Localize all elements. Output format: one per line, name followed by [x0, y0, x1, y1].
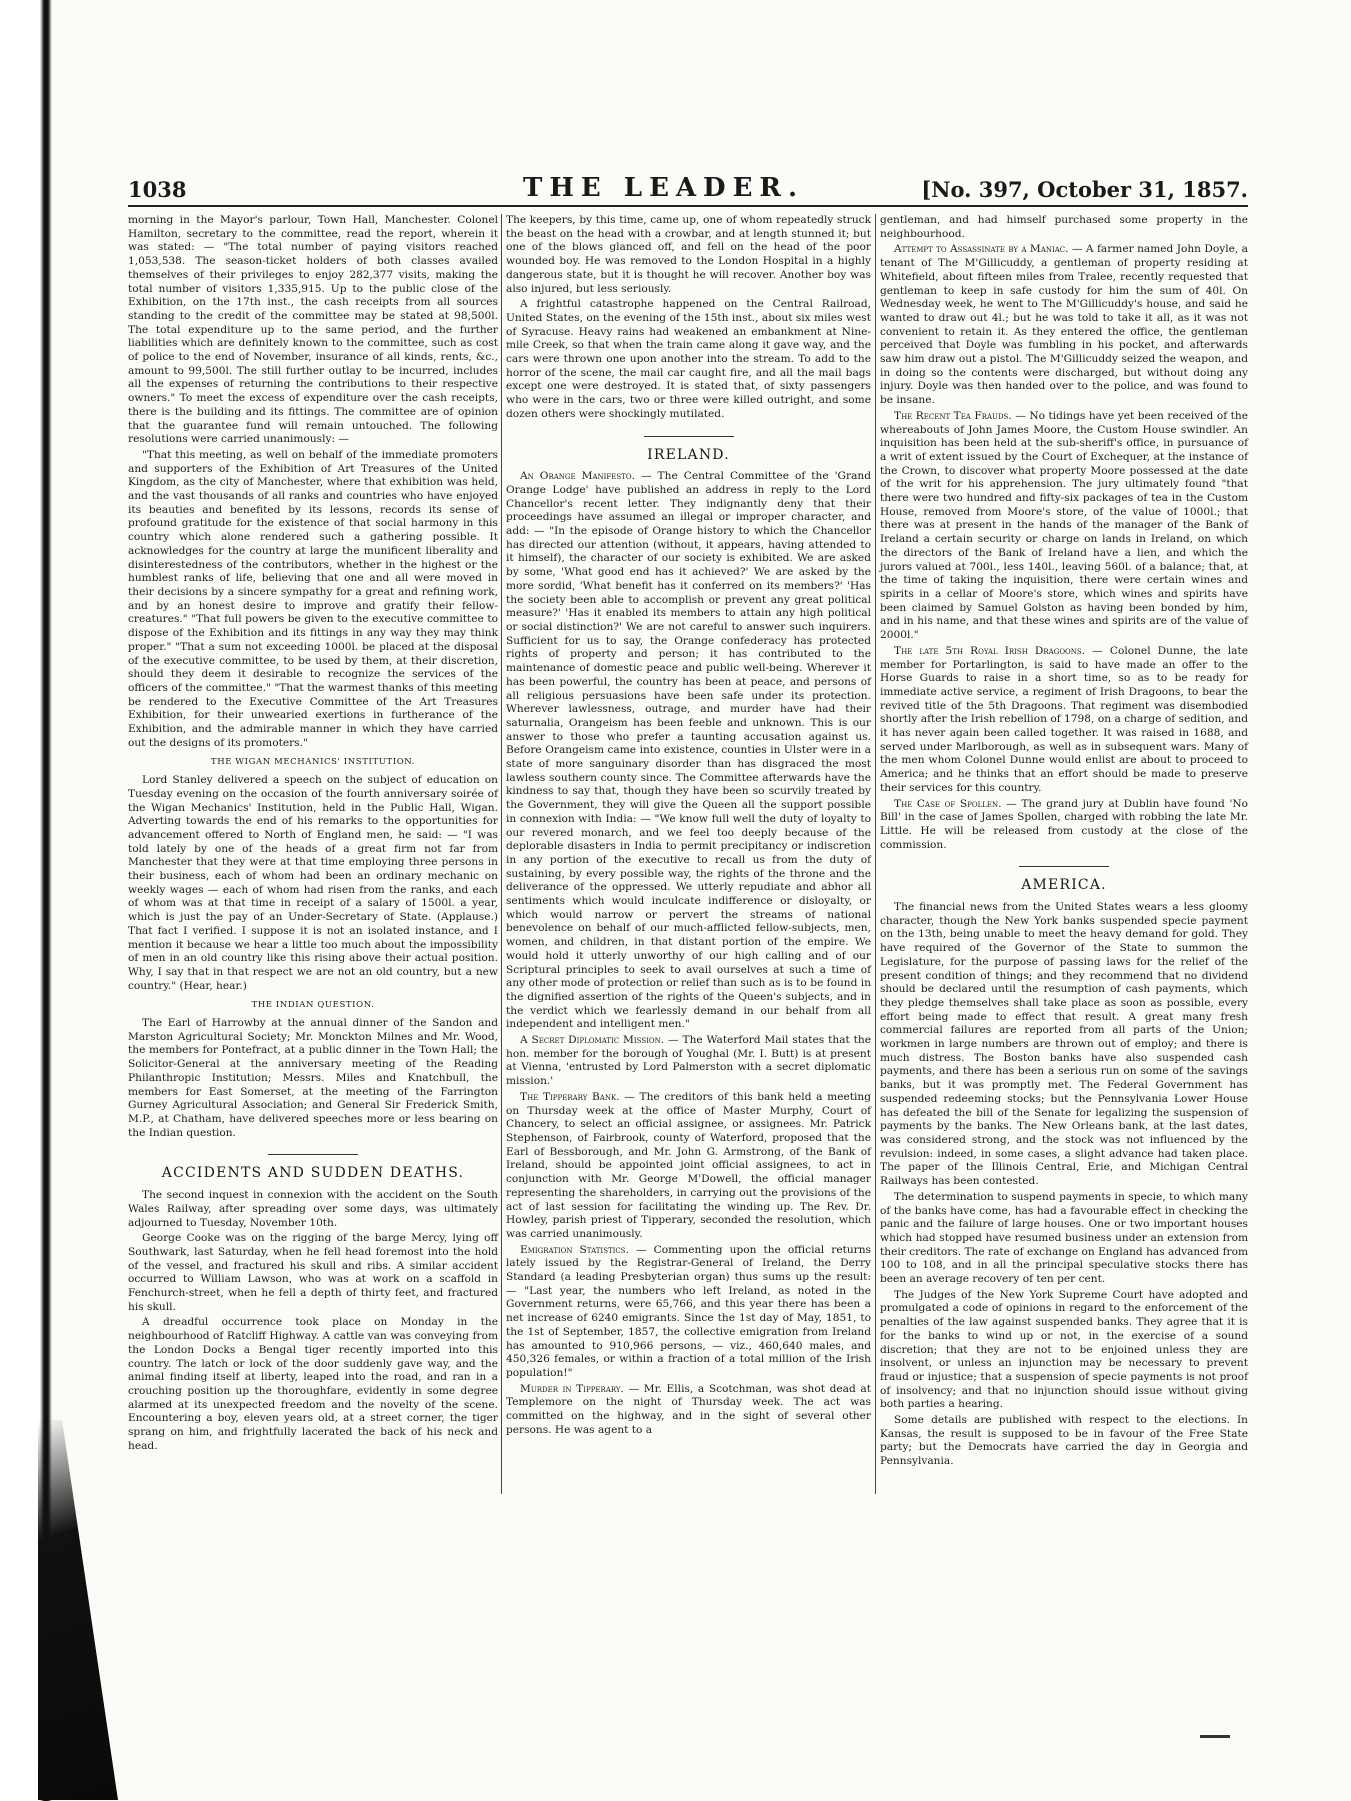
article-paragraph	[506, 1244, 871, 1381]
page-header	[128, 173, 1248, 207]
section-rule	[644, 436, 734, 437]
article-paragraph: The keepers, by this time, came up, one of whom repeatedly struck the beast on the head with a crowbar, and at length stunned it; but one of the blows glanced off, and fell on the head of the poor wounded boy. He was removed to the London Hospital in a highly dangerous state, but it is thought he will recover. Another boy was also injured, but less seriously.	[506, 214, 871, 295]
column-3	[880, 214, 1248, 1471]
scan-ink-blot	[38, 1420, 118, 1800]
article-paragraph: The second inquest in connexion with the accident on the South Wales Railway, after spreading over some days, was ultimately adjourned to Tuesday, November 10th.	[128, 1189, 498, 1229]
page-number: 1038	[128, 177, 187, 202]
article-paragraph	[506, 470, 871, 1032]
article-paragraph: George Cooke was on the rigging of the barge Mercy, lying off Southwark, last Saturday, when he fell head foremost into the hold of the vessel, and fractured his skull and ribs. A similar accident occurred to William Lawson, who was at work on a scaffold in Fenchurch-street, when he fell a depth of thirty feet, and fractured his skull.	[128, 1232, 498, 1313]
section-heading: IRELAND.	[647, 446, 730, 463]
article-paragraph: A dreadful occurrence took place on Monday in the neighbourhood of Ratcliff Highway. A cattle van was conveying from the London Docks a Bengal tiger recently imported into this country. The latch or lock of the door suddenly gave way, and the animal finding itself at liberty, leaped into the road, and ran in a crouching position up the thoroughfare, evidently in some degree alarmed at its unexpected freedom and the novelty of the scene. Encountering a boy, eleven years old, at a street corner, the tiger sprang on him, and frightfully lacerated the back of his neck and head.	[128, 1316, 498, 1452]
column-rule	[875, 214, 876, 1494]
section-rule	[1019, 866, 1109, 867]
paragraph-lead: Attempt to Assassinate by a Maniac.	[894, 243, 1069, 256]
paragraph-text: — A farmer named John Doyle, a tenant of The M'Gillicuddy, a gentleman of property residing at Whitefield, about fifteen miles from Tralee, recently requested that gentleman to keep in safe custody for him the sum of 40l. On Wednesday week, he went to The M'Gillicuddy's house, and said he wanted to draw out 4l.; but he was told to take it all, as it was not convenient to retain it. As they entered the office, the gentleman perceived that Doyle was fumbling in his pocket, and afterwards saw him draw out a pistol. The M'Gillicuddy seized the weapon, and in doing so the contents were discharged, but without doing any injury. Doyle was then handed over to the police, and was found to be insane.	[880, 243, 1248, 407]
article-paragraph	[880, 243, 1248, 407]
paragraph-text: — The grand jury at Dublin have found 'No Bill' in the case of James Spollen, charged with robbing the late Mr. Little. He will be released from custody at the close of the commission.	[880, 797, 1249, 851]
article-paragraph: "That this meeting, as well on behalf of the immediate promoters and supporters of the Exhibition of Art Treasures of the United Kingdom, as the city of Manchester, where that exhibition was held, and the vast thousands of all ranks and countries who have enjoyed its beauties and benefited by its lessons, records its sense of profound gratitude for the existence of that social harmony in this country which alone rendered such a gathering possible. It acknowledges for the country at large the munificent liberality and disinterestedness of the contributors, whether in the highest or the humblest ranks of life, believing that one and all were moved in their decisions by a sincere sympathy for a great and refining work, and by an honest desire to improve and gratify their fellow-creatures." "That full powers be given to the executive committee to dispose of the Exhibition and its fittings in any way they may think proper." "That a sum not exceeding 1000l. be placed at the disposal of the executive committee, to be used by them, at their discretion, should they deem it desirable to recognize the services of the officers of the committee." "That the warmest thanks of this meeting be rendered to the Executive Committee of the Art Treasures Exhibition, for their unwearied exertions in furtherance of the Exhibition, and the admirable manner in which they have carried out the designs of its promoters."	[128, 448, 498, 749]
article-paragraph	[506, 1034, 871, 1089]
section-heading: ACCIDENTS AND SUDDEN DEATHS.	[161, 1165, 465, 1182]
paragraph-lead: The late 5th Royal Irish Dragoons.	[894, 644, 1086, 657]
article-paragraph	[880, 798, 1248, 853]
article-paragraph: The Judges of the New York Supreme Court have adopted and promulgated a code of opinions in regard to the enforcement of the penalties of the law against suspended banks. They agree that it is for the banks to wind up or not, in the exercise of a sound discretion; that they are not to be enjoined unless they are insolvent, or unless an injunction may be necessary to prevent fraud or injustice; that a suspension of specie payments is not proof of insolvency; and that no injunction should issue without giving both parties a hearing.	[880, 1288, 1248, 1411]
paragraph-lead: Murder in Tipperary.	[520, 1382, 624, 1395]
issue-date: [No. 397, October 31, 1857.	[921, 177, 1248, 202]
paragraph-text: — Colonel Dunne, the late member for Portarlington, is said to have made an offer to the Horse Guards to raise in a short time, so as to be ready for immediate active service, a regiment of Irish Dragoons, to bear the revived title of the 5th Dragoons. That regiment was disembodied shortly after the Irish rebellion of 1798, on a charge of sedition, and it has never again been called together. It was raised in 1688, and served under Marlborough, as well as in subsequent wars. Many of the men whom Colonel Dunne would enlist are about to proceed to America; and he thinks that an effort should be made to preserve their services for this country.	[880, 644, 1248, 794]
column-2	[506, 214, 871, 1439]
masthead-title: THE LEADER.	[523, 173, 805, 203]
column-1	[128, 214, 498, 1455]
section-rule	[268, 1154, 358, 1155]
article-paragraph: The financial news from the United States wears a less gloomy character, though the New York banks suspended specie payment on the 13th, being unable to meet the heavy demand for gold. They have required of the Governor of the State to summon the Legislature, for the purpose of passing laws for the relief of the present condition of things; and they recommend that no dividend should be declared until the resumption of cash payments, which they pledge themselves shall take place as soon as possible, every effort being made to effect that result. A great many fresh commercial failures are reported from all parts of the Union; workmen in large numbers are thrown out of employ; and there is much distress. The Boston banks have also suspended cash payments, and there has been a serious run on some of the savings banks, but it was promptly met. The Federal Government has suspended redeeming stocks; but the Pennsylvania Lower House has defeated the bill of the Senate for legalizing the suspension of payments by the banks. The New Orleans bank, at the last dates, was considered strong, and the stock was not influenced by the revulsion: indeed, in some cases, a slight advance had taken place. The paper of the Illinois Central, Erie, and Michigan Central Railways has been contested.	[880, 901, 1248, 1188]
paragraph-text: — The creditors of this bank held a meeting on Thursday week at the office of Master Murphy, Court of Chancery, to select an official assignee, or assignees. Mr. Patrick Stephenson, of Fairbrook, county of Waterford, proposed that the Earl of Bessborough, and Mr. John G. Armstrong, of the Bank of Ireland, should be appointed joint official assignees, to act in conjunction with Mr. George M'Dowell, the official manager representing the shareholders, in carrying out the provisions of the act of last session for facilitating the winding up. The Rev. Dr. Howley, parish priest of Tipperary, seconded the resolution, which was carried unanimously.	[506, 1090, 871, 1240]
subheading: THE INDIAN QUESTION.	[251, 1000, 375, 1011]
column-rule	[501, 214, 502, 1494]
article-paragraph: Lord Stanley delivered a speech on the subject of education on Tuesday evening on the occasion of the fourth anniversary soirée of the Wigan Mechanics' Institution, held in the Public Hall, Wigan. Adverting towards the end of his remarks to the opportunities for advancement offered to North of England men, he said: — "I was told lately by one of the heads of a great firm not far from Manchester that they were at that time employing three persons in their business, each of whom had been an ordinary mechanic on weekly wages — each of whom had risen from the ranks, and each of whom was at that time in receipt of a salary of 1500l. a year, which is just the pay of an Under-Secretary of State. (Applause.) That fact I verified. I suppose it is not an isolated instance, and I mention it because we hear a little too much about the impossibility of men in an old country like this rising above their actual position. Why, I say that in that respect we are not an old country, but a new country." (Hear, hear.)	[128, 774, 498, 992]
paragraph-text: — Mr. Ellis, a Scotchman, was shot dead at Templemore on the night of Thursday week. The act was committed on the highway, and in the sight of several other persons. He was agent to a	[506, 1382, 871, 1436]
paragraph-lead: The Case of Spollen.	[894, 797, 1002, 810]
paragraph-lead: The Recent Tea Frauds.	[894, 409, 1012, 422]
article-paragraph: The Earl of Harrowby at the annual dinner of the Sandon and Marston Agricultural Society; Mr. Monckton Milnes and Mr. Wood, the members for Pontefract, at a public dinner in the Town Hall; the Solicitor-General at the anniversary meeting of the Reading Philanthropic Institution; Messrs. Miles and Knatchbull, the members for East Somerset, at the meeting of the Farrington Gurney Agricultural Association; and General Sir Frederick Smith, M.P., at Chatham, have delivered speeches more or less bearing on the Indian question.	[128, 1017, 498, 1139]
article-paragraph: morning in the Mayor's parlour, Town Hall, Manchester. Colonel Hamilton, secretary to the committee, read the report, wherein it was stated: — "The total number of paying visitors reached 1,053,538. The season-ticket holders of both classes availed themselves of their privileges to enjoy 282,377 visits, making the total number of visitors 1,335,915. Up to the public close of the Exhibition, on the 17th inst., the cash receipts from all sources standing to the credit of the committee may be stated at 98,500l. The total expenditure up to the same period, and the further liabilities which are definitely known to the committee, such as cost of police to the end of November, insurance of all kinds, rents, &c., amount to 99,500l. The still further outlay to be incurred, includes all the expenses of returning the contributions to their respective owners." To meet the excess of expenditure over the cash receipts, there is the building and its fittings. The committee are of opinion that the guarantee fund will remain untouched. The following resolutions were carried unanimously: —	[128, 214, 498, 446]
article-paragraph	[880, 410, 1248, 643]
paragraph-lead: Emigration Statistics.	[520, 1243, 629, 1256]
paragraph-text: — The Central Committee of the 'Grand Orange Lodge' have published an address in reply to the Lord Chancellor's recent letter. They indignantly deny that their proceedings have assumed an illegal or improper character, and add: — "In the episode of Orange history to which the Chancellor has directed our attention (without, it appears, having attended to it himself), the character of our society is exhibited. We are asked by some, 'What good end has it achieved?' We are asked by the more sordid, 'What benefit has it conferred on its members?' 'Has the society been able to accomplish or prevent any great political measure?' 'Has it enabled its members to attain any high political or social distinction?' We are not careful to answer such inquirers. Sufficient for us to say, the Orange confederacy has protected rights of property and person; it has contributed to the maintenance of domestic peace and public well-being. Wherever it has been powerful, the country has been at peace, and persons of all religious persuasions have been safe under its protection. Wherever lawlessness, outrage, and murder have had their saturnalia, Orangeism has been feeble and unknown. This is our answer to those who prefer a taunting accusation against us. Before Orangeism came into existence, counties in Ulster were in a state of more sanguinary disorder than has disgraced the most lawless southern county since. The Committee afterwards have the kindness to say that, though they have been so scurvily treated by the Government, they will give the Queen all the support possible in connexion with India: — "We know full well the duty of loyalty to our revered monarch, and we feel too deeply because of the deplorable disasters in India to permit precipitancy or indiscretion in any portion of the executive to recall us from the duty of sustaining, by every possible way, the rights of the throne and the deliverance of the oppressed. We utterly repudiate and abhor all sentiments which would inculcate indifference or disloyalty, or which would narrow or pervert the streams of national benevolence on behalf of our much-afflicted fellow-subjects, men, women, and children, in that distant portion of the empire. We would hold it utterly unworthy of our high calling and of our Scriptural principles to seek to avail ourselves at such a time of any other mode of protection or relief than such as is to be found in the dignified assertion of the rights of the Queen's subjects, and in the verdict which we fearlessly demand in our behalf from all independent and intelligent men."	[506, 470, 871, 1031]
article-paragraph	[880, 645, 1248, 796]
section-heading: AMERICA.	[1021, 877, 1107, 894]
article-paragraph: Some details are published with respect to the elections. In Kansas, the result is supposed to be in favour of the Free State party; but the Democrats have carried the day in Georgia and Pennsylvania.	[880, 1414, 1248, 1468]
article-paragraph: gentleman, and had himself purchased some property in the neighbourhood.	[880, 214, 1248, 240]
article-paragraph	[506, 1383, 871, 1438]
article-paragraph: The determination to suspend payments in specie, to which many of the banks have come, has had a favourable effect in checking the panic and the failure of large houses. One or two important houses which had stopped have resumed business under an extension from their creditors. The rate of exchange on England has advanced from 100 to 108, and in all the principal speculative stocks there has been an average recovery of ten per cent.	[880, 1190, 1249, 1286]
article-paragraph: A frightful catastrophe happened on the Central Railroad, United States, on the evening of the 15th inst., about six miles west of Syracuse. Heavy rains had weakened an embankment at Nine-mile Creek, so that when the train came along it gave way, and the cars were thrown one upon another into the stream. To add to the horror of the scene, the mail car caught fire, and all the mail bags except one were destroyed. It is stated that, of sixty passengers who were in the cars, two or three were killed outright, and some dozen others were shockingly mutilated.	[506, 298, 871, 420]
paragraph-lead: The Tipperary Bank.	[520, 1090, 620, 1103]
paragraph-text: — Commenting upon the official returns lately issued by the Registrar-General of Ireland, the Derry Standard (a leading Presbyterian organ) thus sums up the result: — "Last year, the numbers who left Ireland, as noted in the Government returns, were 65,766, and this year there has been a net increase of 6240 emigrants. Since the 1st day of May, 1851, to the 1st of September, 1857, the collective emigration from Ireland has amounted to 910,966 persons, — viz., 460,640 males, and 450,326 females, or within a fraction of a total million of the Irish population!"	[506, 1243, 871, 1379]
paragraph-lead: An Orange Manifesto.	[520, 470, 635, 483]
paragraph-text: — No tidings have yet been received of the whereabouts of John James Moore, the Custom House swindler. An inquisition has been held at the sub-sheriff's office, in pursuance of a writ of extent issued by the Court of Exchequer, at the instance of the Crown, to discover what property Moore possessed at the date of the writ for his apprehension. The jury ultimately found "that there were two hundred and fifty-six packages of tea in the Custom House, removed from Moore's store, of the value of 1000l.; that there was at present in the hands of the manager of the Bank of Ireland a certain security or charge on lands in Ireland, on which the directors of the Bank of Ireland have a lien, and which the jurors valued at 700l., less 140l., leaving 560l. of a balance; that, at the time of taking the inquisition, there were certain wines and spirits in a cellar of Moore's store, which wines and spirits have been claimed by Samuel Golston as having been bonded by him, and in his name, and that these wines and spirits are of the value of 2000l."	[880, 409, 1248, 642]
subheading: THE WIGAN MECHANICS' INSTITUTION.	[210, 757, 416, 768]
paragraph-text: — The Waterford Mail states that the hon. member for the borough of Youghal (Mr. I. Butt) is at present at Vienna, 'entrusted by Lord Palmerston with a secret diplomatic mission.'	[506, 1034, 871, 1088]
scan-mark	[1200, 1735, 1230, 1738]
article-paragraph	[506, 1091, 871, 1242]
paragraph-lead: A Secret Diplomatic Mission.	[520, 1034, 665, 1047]
